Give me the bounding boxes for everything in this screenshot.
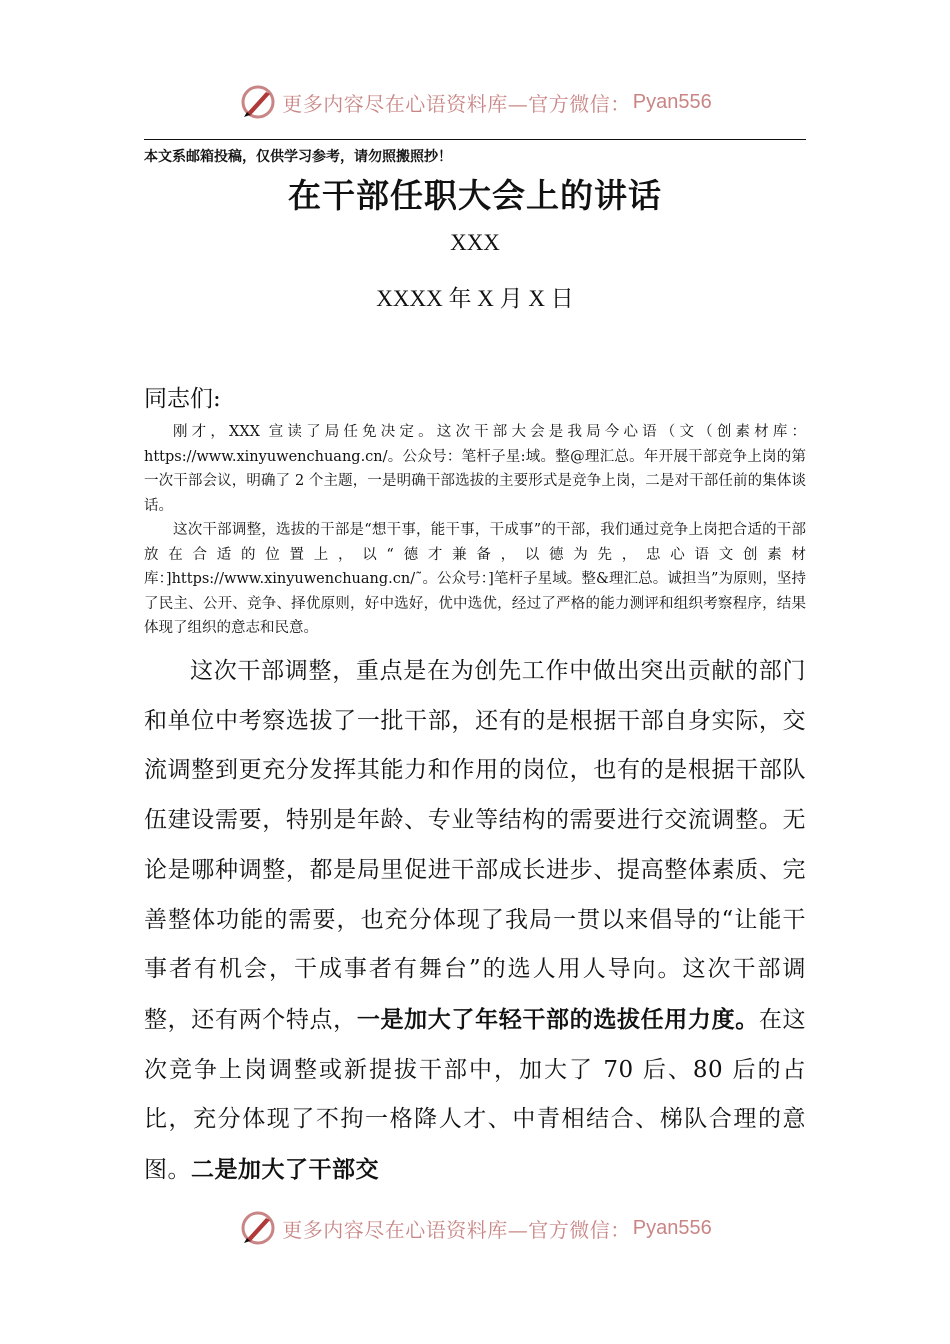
author: XXX (450, 230, 500, 255)
page-title: 在干部任职大会上的讲话 (288, 176, 662, 215)
footer-banner (0, 1206, 950, 1250)
main-text: 在这次竞争上岗调整或新提拔干部中，加大了 70 后、80 后的占比，充分体现了不拘一格降人才、中青相结合、梯队合理的意图。 (144, 1006, 807, 1184)
main-paragraph (144, 647, 806, 1196)
banner-text: 更多内容尽在心语资料库—官方微信： (282, 91, 631, 116)
pen-logo-icon (238, 82, 278, 122)
bold-point-2: 二是加大了干部交 (191, 1156, 379, 1184)
pen-logo-icon (238, 1208, 278, 1248)
small-paragraph: 这次干部调整，选拔的干部是“想干事，能干事，干成事”的干部，我们通过竞争上岗把合适的干部放在合适的位置上，以“德才兼备，以德为先，忠心语文创素材库：]https://www.xinyuwenchuang.cn/˜。公众号：]笔杆子星域。整&理汇总。诚担当”为原则，坚持了民主、公开、竞争、择优原则，好中选好，优中选优，经过了严格的能力测评和组织考察程序，结果体现了组织的意志和民意。 (144, 522, 806, 637)
header-banner (0, 80, 950, 124)
header-rule (144, 139, 806, 140)
banner-text: 更多内容尽在心语资料库—官方微信： (282, 1217, 631, 1242)
banner-wechat-id: Pyan556 (632, 90, 712, 113)
date: XXXX 年 X 月 X 日 (376, 286, 574, 311)
bold-point-1: 一是加大了年轻干部的选拔任用力度。 (356, 1005, 759, 1033)
small-paragraph: 刚才，XXX 宣读了局任免决定。这次干部大会是我局今心语（文（创素材库：https://www.xinyuwenchuang.cn/。公众号：笔杆子星:域。整@理汇总。年开展干部竞争上岗的第一次干部会议，明确了 2 个主题，一是明确干部选拔的主要形式是竞争上岗，二是对干部任前的集体谈话。 (144, 424, 806, 514)
banner-wechat-id: Pyan556 (632, 1216, 712, 1239)
salutation: 同志们: (144, 386, 221, 412)
main-text: 这次干部调整，重点是在为创先工作中做出突出贡献的部门和单位中考察选拔了一批干部，还有的是根据干部自身实际，交流调整到更充分发挥其能力和作用的岗位，也有的是根据干部队伍建设需要，特别是年龄、专业等结构的需要进行交流调整。无论是哪种调整，都是局里促进干部成长进步、提高整体素质、完善整体功能的需要，也充分体现了我局一贯以来倡导的“让能干事者有机会，干成事者有舞台”的选人用人导向。这次干部调整，还有两个特点， (144, 658, 806, 1033)
notice-text: 本文系邮箱投稿，仅供学习参考，请勿照搬照抄！ (144, 149, 452, 165)
